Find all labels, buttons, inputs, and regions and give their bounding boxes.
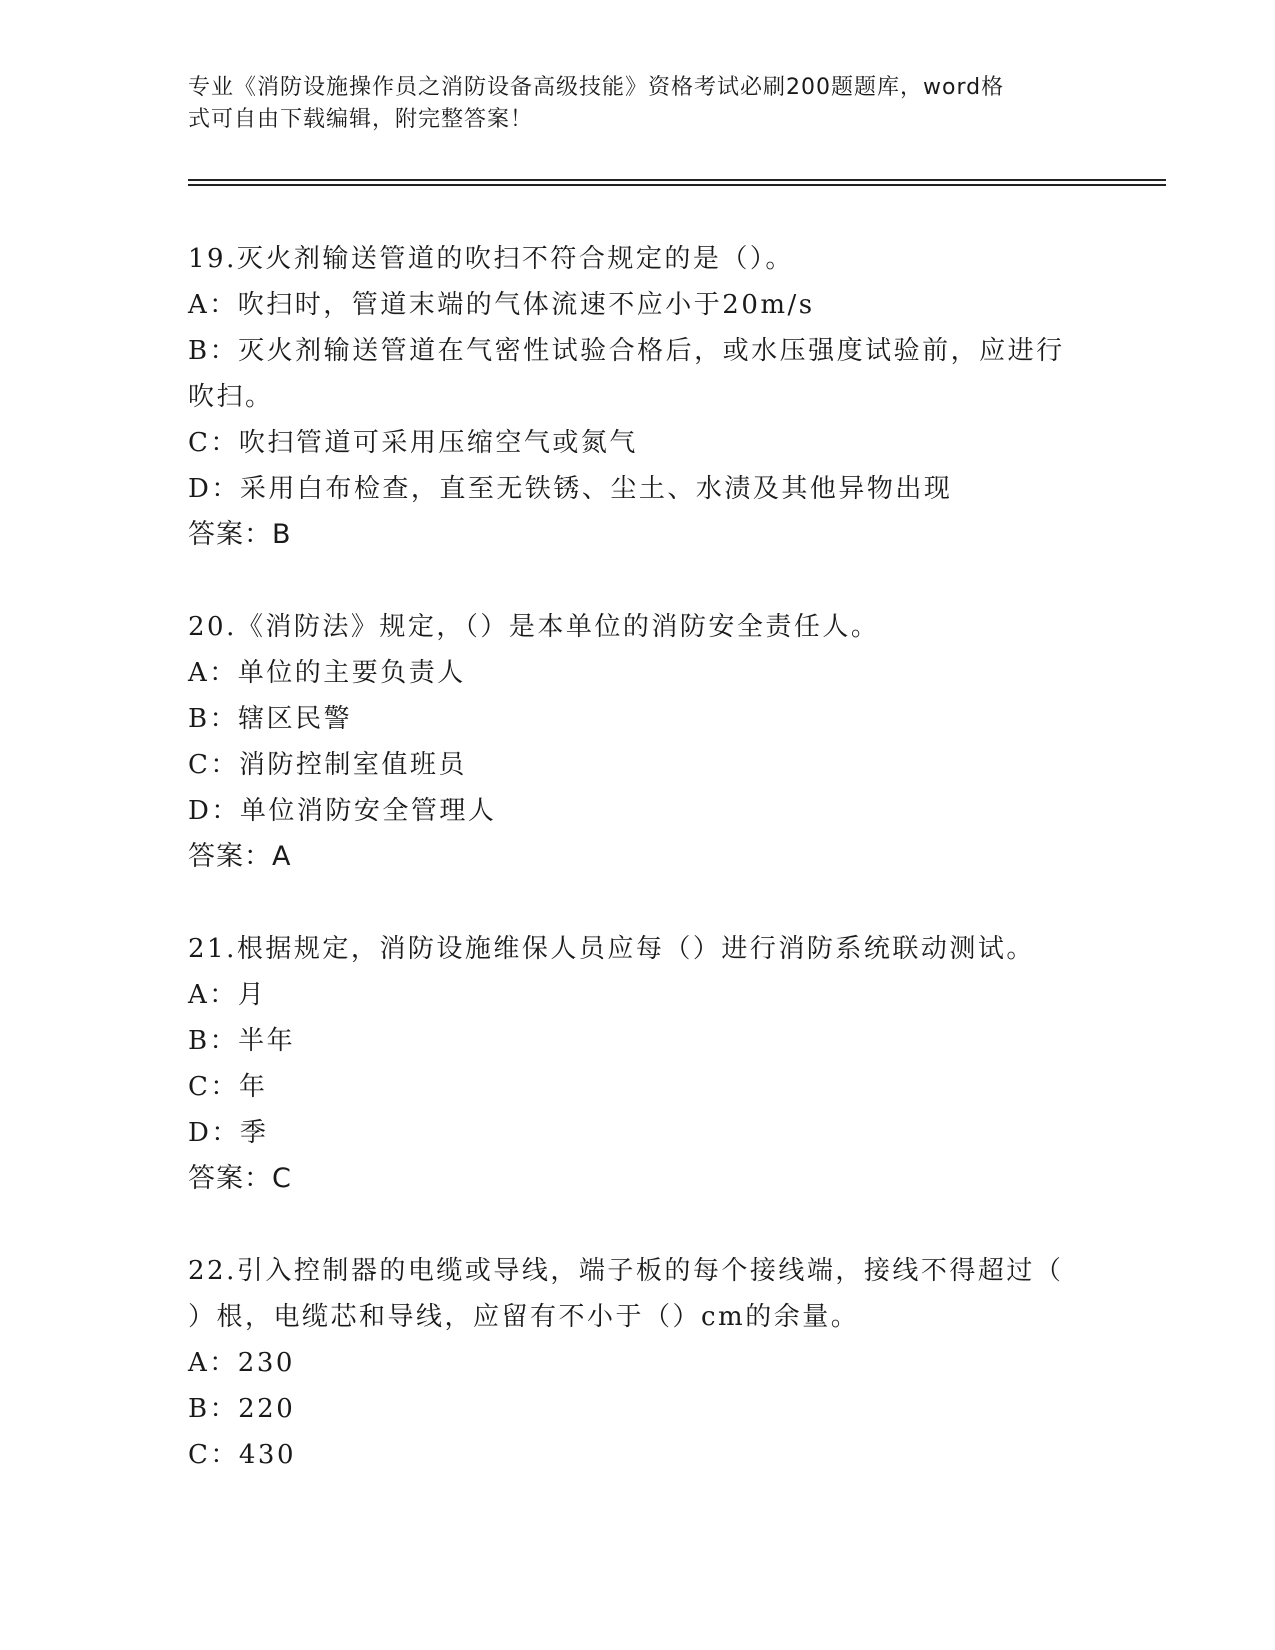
option-a: A：吹扫时，管道末端的气体流速不应小于20m/s <box>188 290 815 320</box>
question-19 <box>188 236 1088 558</box>
option-c: C：年 <box>188 1072 268 1102</box>
option-a: A：230 <box>188 1348 295 1378</box>
answer-label: 答案：B <box>188 519 292 550</box>
header-line-1: 专业《消防设施操作员之消防设备高级技能》资格考试必刷200题题库，word格 <box>188 75 1005 100</box>
question-stem-continued: ）根，电缆芯和导线，应留有不小于（）cm的余量。 <box>188 1302 860 1332</box>
question-stem: 21.根据规定，消防设施维保人员应每（）进行消防系统联动测试。 <box>188 934 1035 964</box>
option-d: D：季 <box>188 1118 269 1148</box>
header-divider-top <box>188 179 1166 181</box>
question-stem: 22.引入控制器的电缆或导线，端子板的每个接线端，接线不得超过（ <box>188 1256 1064 1286</box>
document-header <box>188 72 1088 136</box>
option-c: C：消防控制室值班员 <box>188 750 467 780</box>
question-22 <box>188 1248 1088 1478</box>
option-b: B：辖区民警 <box>188 704 353 734</box>
option-c: C：吹扫管道可采用压缩空气或氮气 <box>188 428 638 458</box>
question-21 <box>188 926 1088 1202</box>
question-20 <box>188 604 1088 880</box>
option-b: B：灭火剂输送管道在气密性试验合格后，或水压强度试验前，应进行 <box>188 336 1065 366</box>
option-a: A：月 <box>188 980 267 1010</box>
header-divider-bottom <box>188 184 1166 186</box>
question-stem: 19.灭火剂输送管道的吹扫不符合规定的是（）。 <box>188 244 794 274</box>
option-b: B：半年 <box>188 1026 296 1056</box>
option-c: C：430 <box>188 1440 297 1470</box>
header-line-2: 式可自由下载编辑，附完整答案！ <box>188 107 534 132</box>
answer-label: 答案：A <box>188 841 292 872</box>
option-d: D：单位消防安全管理人 <box>188 796 497 826</box>
option-b: B：220 <box>188 1394 296 1424</box>
option-b-continued: 吹扫。 <box>188 382 274 412</box>
option-a: A：单位的主要负责人 <box>188 658 466 688</box>
question-stem: 20.《消防法》规定，（）是本单位的消防安全责任人。 <box>188 612 880 642</box>
option-d: D：采用白布检查，直至无铁锈、尘土、水渍及其他异物出现 <box>188 474 953 504</box>
answer-label: 答案：C <box>188 1163 292 1194</box>
